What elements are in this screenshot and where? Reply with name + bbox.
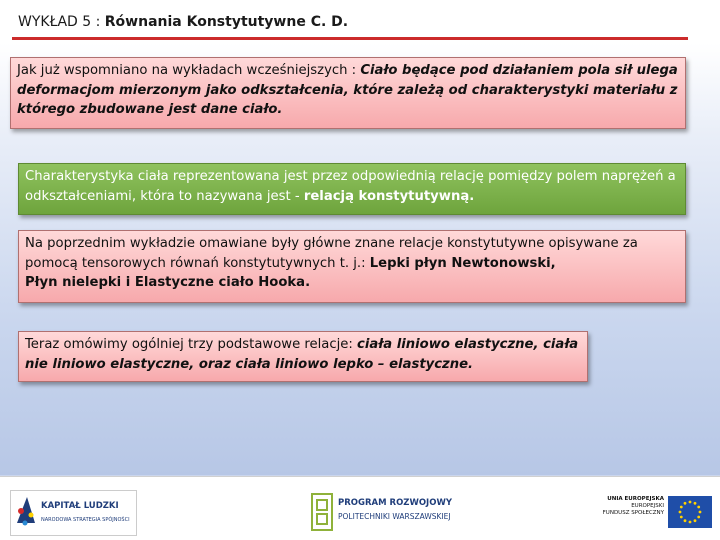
intro-text: Jak już wspomniano na wykładach wcześniejszych : [17, 63, 361, 78]
text-box-characteristic [18, 163, 686, 215]
title-text: Równania Konstytutywne C. D. [104, 14, 349, 30]
slide-title [18, 14, 688, 30]
program-rozwojowy-subtitle: POLITECHNIKI WARSZAWSKIEJ [338, 512, 451, 521]
eu-european-label: EUROPEJSKI [631, 503, 664, 509]
eu-social-fund-logo [594, 490, 712, 534]
kapital-ludzki-title: KAPITAŁ LUDZKI [41, 501, 119, 511]
now-text: Teraz omówimy ogólniej trzy podstawowe relacje: [25, 337, 358, 352]
kapital-ludzki-subtitle: NARODOWA STRATEGIA SPÓJNOŚCI [41, 517, 130, 523]
program-rozwojowy-icon [310, 492, 334, 532]
previous-emphasis-1: Lepki płyn Newtonowski, [369, 255, 556, 271]
text-box-now [18, 331, 588, 382]
kapital-ludzki-icon [13, 493, 39, 533]
text-box-intro [10, 57, 686, 129]
now-emphasis: ciała liniowo elastyczne, ciała nie liniowo elastyczne, oraz ciała liniowo lepko – elastyczne. [25, 337, 579, 372]
intro-emphasis: Ciało będące pod działaniem pola sił ulega deformacjom mierzonym jako odkształcenia, które zależą od charakterystyki materiału z którego zbudowane jest dane ciało. [17, 63, 678, 117]
footer-divider [0, 476, 720, 477]
eu-fund-text [594, 496, 664, 517]
previous-text: Na poprzednim wykładzie omawiane były główne znane relacje konstytutywne opisywane za pomocą tensorowych równań konstytutywnych t. j.: [25, 236, 638, 271]
title-divider [12, 37, 688, 40]
kapital-ludzki-logo [10, 490, 137, 536]
title-prefix: WYKŁAD 5 : [18, 14, 105, 30]
program-rozwojowy-title: PROGRAM ROZWOJOWY [338, 498, 452, 508]
previous-emphasis-2: Płyn nielepki i Elastyczne ciało Hooka. [25, 275, 311, 290]
eu-union-label: UNIA EUROPEJSKA [607, 496, 664, 502]
program-rozwojowy-logo [308, 490, 458, 534]
characteristic-text: Charakterystyka ciała reprezentowana jest przez odpowiednią relację pomiędzy polem naprężeń a odkształceniami, która to nazywana jest - [25, 169, 676, 204]
eu-flag-icon [668, 496, 712, 528]
eu-fund-label: FUNDUSZ SPOŁECZNY [602, 510, 664, 516]
text-box-previous-lecture [18, 230, 686, 303]
characteristic-emphasis: relacją konstytutywną. [303, 188, 475, 204]
